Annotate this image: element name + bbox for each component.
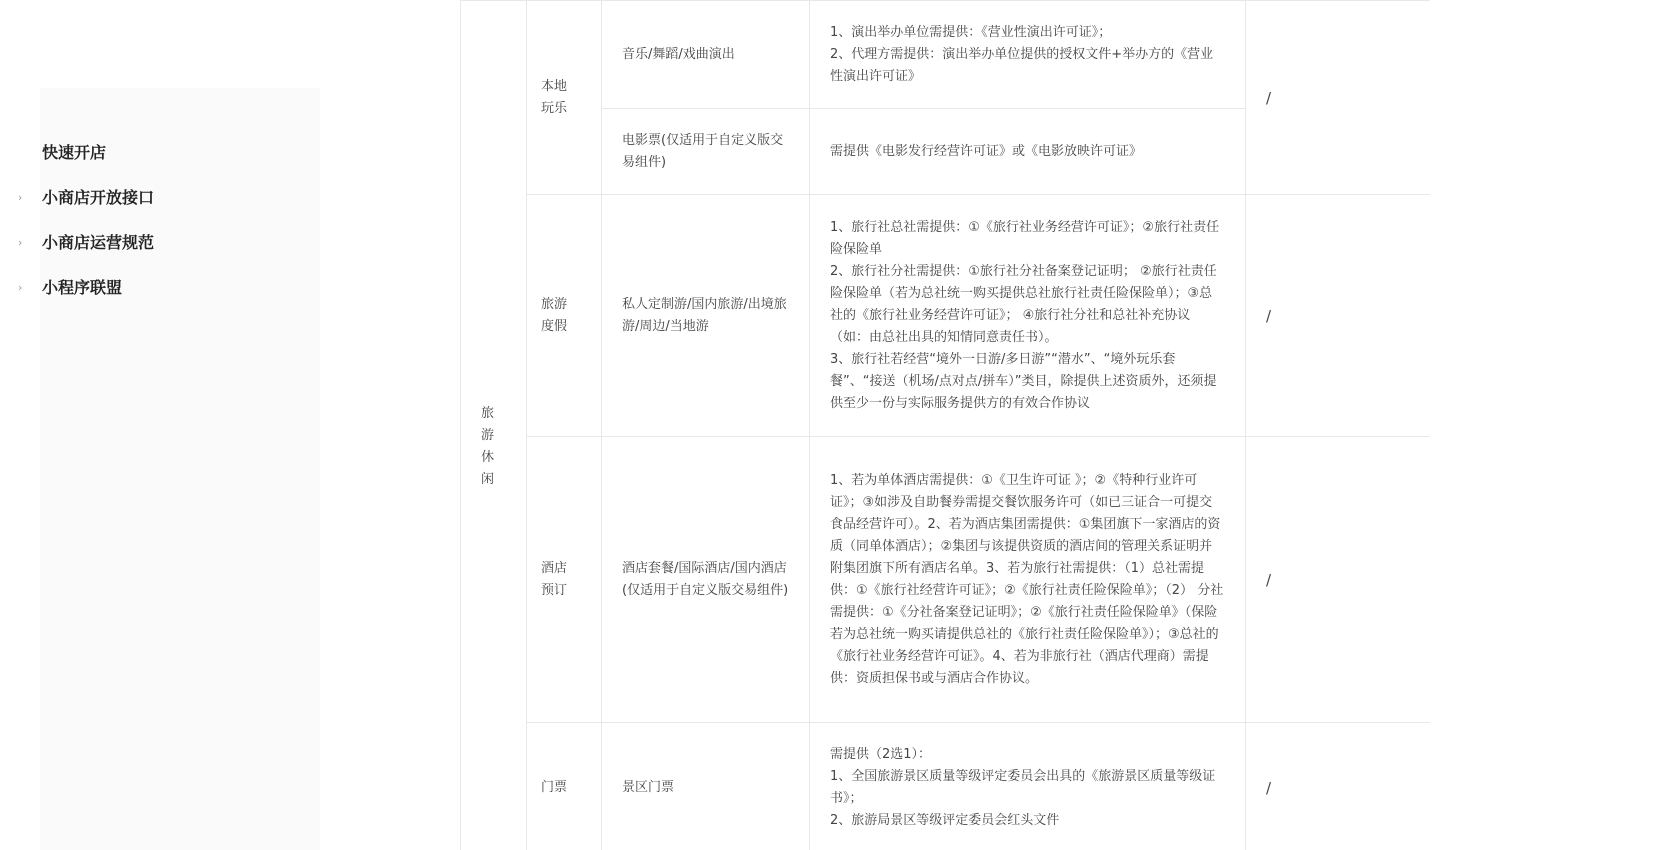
sidebar-item-label: 小商店运营规范 [42,233,155,252]
extra-value: / [1266,778,1272,797]
sub-category-label: 音乐/舞蹈/戏曲演出 [622,46,735,62]
requirement-line: 3、旅行社若经营“境外一日游/多日游”“潜水”、“境外玩乐套餐”、“接送（机场/点对点/拼车）”类目，除提供上述资质外，还须提供至少一份与实际服务提供方的有效合作协议 [830,351,1217,411]
chevron-right-icon: › [18,191,23,204]
extra-value: / [1266,570,1272,589]
extra-cell [1246,195,1431,437]
qualification-table-container [460,0,1430,850]
category-label: 酒店预订 [541,560,568,598]
category-label: 门票 [541,779,568,795]
sub-category-cell [602,437,810,723]
sub-category-label: 电影票(仅适用于自定义版交易组件) [622,132,784,170]
requirement-cell [810,723,1246,850]
sidebar-item-miniprogram-alliance[interactable] [0,265,320,310]
table-row [461,1,1431,109]
category-cell [527,1,602,195]
sub-category-cell [602,723,810,850]
sub-category-cell [602,1,810,109]
requirement-line: 1、演出举办单位需提供：《营业性演出许可证》； [830,24,1112,40]
requirement-line: 1、旅行社总社需提供：①《旅行社业务经营许可证》；②旅行社责任险保险单 [830,219,1220,257]
extra-value: / [1266,306,1272,325]
extra-cell [1246,437,1431,723]
requirement-cell [810,195,1246,437]
sub-category-cell [602,109,810,195]
requirement-cell [810,437,1246,723]
sub-category-cell [602,195,810,437]
requirement-line: 需提供《电影发行经营许可证》或《电影放映许可证》 [830,143,1143,159]
extra-cell [1246,723,1431,850]
sidebar-item-label: 小商店开放接口 [42,188,155,207]
sidebar-item-label: 小程序联盟 [42,278,123,297]
table-row [461,723,1431,850]
requirement-line: 2、旅游局景区等级评定委员会红头文件 [830,812,1060,828]
requirement-cell [810,1,1246,109]
sidebar-item-store-open-api[interactable] [0,175,320,220]
main-category-label: 旅游休闲 [481,405,495,487]
sub-category-label: 酒店套餐/国际酒店/国内酒店(仅适用于自定义版交易组件) [622,560,789,598]
category-cell [527,437,602,723]
sidebar-item-label: 快速开店 [42,143,107,162]
chevron-right-icon: › [18,236,23,249]
sidebar-item-quick-open-store[interactable] [0,130,320,175]
extra-value: / [1266,88,1272,107]
category-label: 本地玩乐 [541,78,568,116]
sub-category-label: 私人定制游/国内旅游/出境旅游/周边/当地游 [622,296,787,334]
qualification-table [460,0,1430,850]
requirement-line: 需提供（2选1）： [830,746,932,762]
extra-cell [1246,1,1431,195]
table-row [461,437,1431,723]
requirement-cell [810,109,1246,195]
table-row [461,195,1431,437]
category-label: 旅游度假 [541,296,568,334]
sub-category-label: 景区门票 [622,779,675,795]
chevron-right-icon: › [18,281,23,294]
requirement-line: 1、全国旅游景区质量等级评定委员会出具的《旅游景区质量等级证书》； [830,768,1216,806]
sidebar-item-store-operation-rules[interactable] [0,220,320,265]
sidebar-nav [0,130,320,310]
category-cell [527,723,602,850]
main-category-cell [461,1,527,850]
requirement-line: 2、旅行社分社需提供：①旅行社分社备案登记证明； ②旅行社责任险保险单（若为总社统一购买提供总社旅行社责任险保险单）；③总社的《旅行社业务经营许可证》； ④旅行社分社和总社补充协议（如：由总社出具的知情同意责任书）。 [830,263,1217,345]
requirement-line: 1、若为单体酒店需提供：①《卫生许可证 》；②《特种行业许可证》；③如涉及自助餐券需提交餐饮服务许可（如已三证合一可提交食品经营许可）。2、若为酒店集团需提供：①集团旗下一家酒店的资质（同单体酒店）；②集团与该提供资质的酒店间的管理关系证明并附集团旗下所有酒店名单。3、若为旅行社需提供：（1）总社需提供：①《旅行社经营许可证》；②《旅行社责任险保险单》；（2） 分社需提供：①《分社备案登记证明》；②《旅行社责任险保险单》（保险若为总社统一购买请提供总社的《旅行社责任险保险单》）；③总社的《旅行社业务经营许可证》。4、若为非旅行社（酒店代理商）需提供：资质担保书或与酒店合作协议。 [830,472,1224,686]
category-cell [527,195,602,437]
requirement-line: 2、代理方需提供：演出举办单位提供的授权文件+举办方的《营业性演出许可证》 [830,46,1214,84]
